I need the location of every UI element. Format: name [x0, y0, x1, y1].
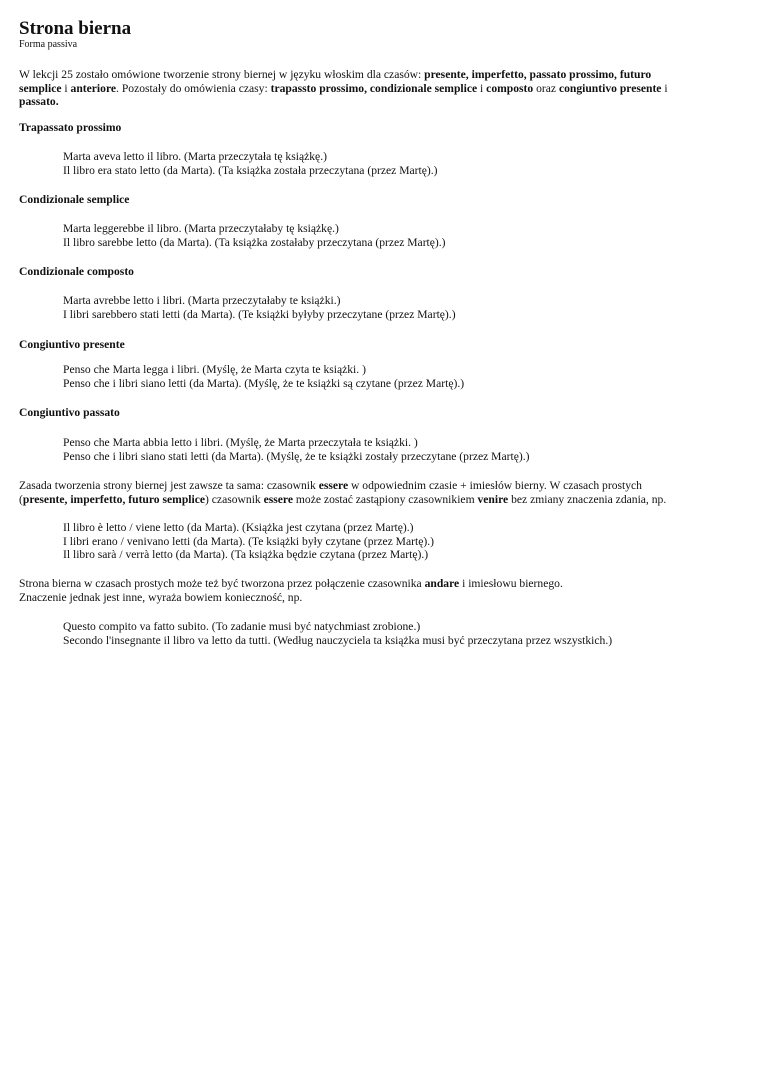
bold-term: semplice [19, 81, 62, 95]
example-block [63, 363, 464, 390]
example-line: Il libro sarebbe letto (da Marta). (Ta książka zostałaby przeczytana (przez Martę).) [63, 235, 446, 249]
text-run: Znaczenie jednak jest inne, wyraża bowiem konieczność, np. [19, 590, 303, 604]
example-line: Marta avrebbe letto i libri. (Marta przeczytałaby te książki.) [63, 294, 341, 307]
bold-term: essere [263, 492, 294, 506]
rule-paragraph [19, 479, 666, 506]
text-run: oraz [533, 81, 559, 95]
example-line: Secondo l'insegnante il libro va letto da tutti. (Według nauczyciela ta książka musi być przeczytana przez wszystkich.) [63, 633, 613, 647]
paragraph-line [19, 82, 668, 96]
text-run: i imiesłowu biernego. [459, 577, 563, 590]
paragraph-line [19, 68, 668, 82]
bold-term: venire [477, 492, 509, 506]
text-run: ) czasownik [205, 492, 264, 506]
paragraph-line [19, 577, 563, 591]
paragraph-line [19, 479, 666, 493]
text-run: i [477, 81, 487, 95]
example-block [63, 294, 456, 321]
page-title: Strona bierna [19, 18, 132, 39]
text-run: w odpowiednim czasie + imiesłów bierny. W czasach prostych [348, 479, 642, 492]
bold-term: essere [318, 479, 349, 492]
text-run: Zasada tworzenia strony biernej jest zawsze ta sama: czasownik [19, 479, 319, 492]
paragraph-line [19, 493, 666, 507]
bold-term: andare [424, 577, 460, 590]
example-line: Il libro è letto / viene letto (da Marta). (Książka jest czytana (przez Martę).) [63, 521, 414, 534]
example-line: Penso che Marta abbia letto i libri. (Myślę, że Marta przeczytała te książki. ) [63, 436, 418, 449]
example-line: Marta leggerebbe il libro. (Marta przeczytałaby tę książkę.) [63, 222, 339, 235]
text-run: i [61, 81, 71, 95]
example-block [63, 521, 434, 562]
bold-term: congiuntivo presente [558, 81, 662, 95]
text-run: bez zmiany znaczenia zdania, np. [508, 492, 667, 506]
andare-paragraph [19, 577, 563, 604]
section-heading: Congiuntivo presente [19, 338, 125, 351]
bold-term: trapassto prossimo, condizionale semplice [270, 81, 478, 95]
bold-term: presente, imperfetto, futuro semplice [22, 492, 206, 506]
paragraph-line [19, 95, 668, 109]
bold-term: composto [486, 81, 534, 95]
example-line: Marta aveva letto il libro. (Marta przeczytała tę książkę.) [63, 150, 327, 163]
example-line: Il libro era stato letto (da Marta). (Ta książka została przeczytana (przez Martę).) [63, 163, 438, 177]
example-block [63, 436, 529, 463]
section-heading: Condizionale semplice [19, 193, 130, 206]
example-block [63, 222, 446, 249]
text-run: Strona bierna w czasach prostych może też być tworzona przez połączenie czasownika [19, 577, 425, 590]
text-run: i [661, 81, 668, 95]
text-run: może zostać zastąpiony czasownikiem [293, 492, 478, 506]
example-line: Penso che i libri siano letti (da Marta). (Myślę, że te książki są czytane (przez Martę).) [63, 376, 465, 390]
example-line: Il libro sarà / verrà letto (da Marta). (Ta książka będzie czytana (przez Martę).) [63, 548, 429, 562]
example-line: Penso che Marta legga i libri. (Myślę, że Marta czyta te książki. ) [63, 363, 366, 376]
example-line: Penso che i libri siano stati letti (da Marta). (Myślę, że te książki zostały przeczytane (przez Martę).) [63, 449, 530, 463]
section-heading: Trapassato prossimo [19, 121, 122, 134]
example-block [63, 150, 438, 177]
text-run: W lekcji 25 zostało omówione tworzenie strony biernej w języku włoskim dla czasów: [19, 68, 425, 81]
text-run: ( [19, 492, 23, 506]
page-subtitle: Forma passiva [19, 39, 78, 50]
example-line: I libri sarebbero stati letti (da Marta). (Te książki byłyby przeczytane (przez Martę).) [63, 307, 456, 321]
intro-paragraph [19, 68, 668, 109]
example-line: I libri erano / venivano letti (da Marta). (Te książki były czytane (przez Martę).) [63, 534, 434, 548]
example-line: Questo compito va fatto subito. (To zadanie musi być natychmiast zrobione.) [63, 620, 421, 633]
bold-term: presente, imperfetto, passato prossimo, futuro [424, 68, 652, 81]
paragraph-line [19, 591, 563, 605]
section-heading: Congiuntivo passato [19, 406, 120, 419]
example-block [63, 620, 612, 647]
bold-term: anteriore [70, 81, 117, 95]
section-heading: Condizionale composto [19, 265, 134, 278]
text-run: . Pozostały do omówienia czasy: [116, 81, 271, 95]
bold-term: passato. [19, 95, 59, 109]
